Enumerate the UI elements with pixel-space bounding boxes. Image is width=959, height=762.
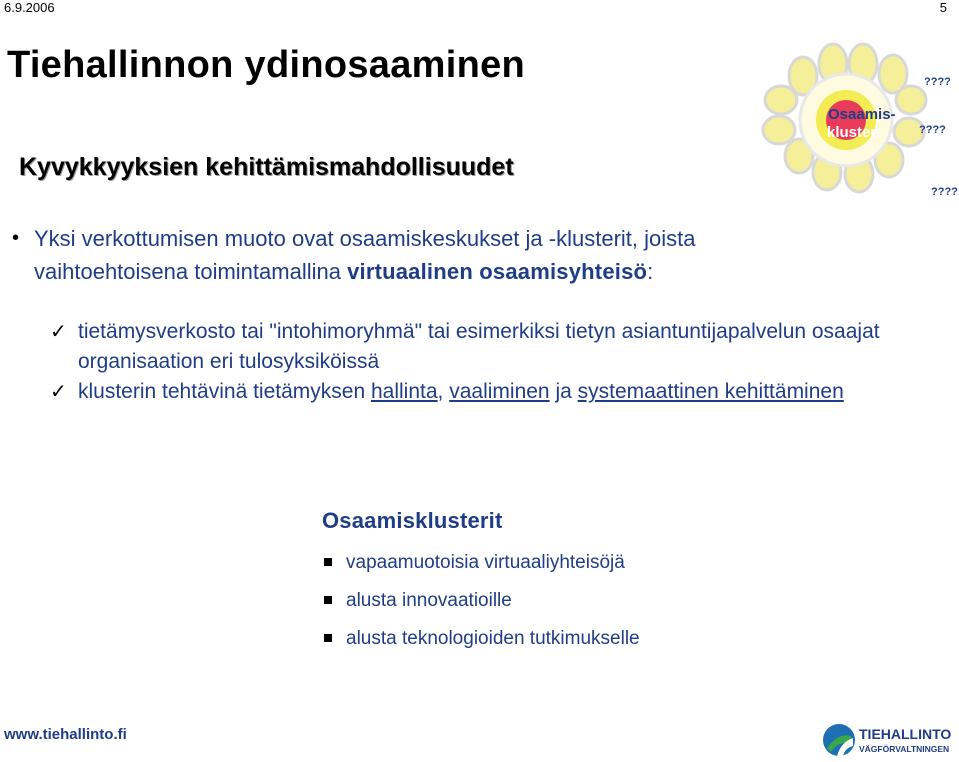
list-item xyxy=(322,582,640,620)
question-label-3: ???? xyxy=(931,186,958,198)
main-bullet-line2 xyxy=(34,255,892,288)
check-item-text-b: , xyxy=(437,380,450,403)
cluster-section xyxy=(322,508,640,658)
check-item xyxy=(50,317,910,377)
checkmark-icon: ✓ xyxy=(50,381,67,403)
list-item-text: alusta innovaatioille xyxy=(346,590,512,611)
date: 6.9.2006 xyxy=(4,0,55,15)
bullet-dot-icon: • xyxy=(12,227,20,249)
footer-url-link[interactable]: www.tiehallinto.fi xyxy=(4,726,127,743)
check-item xyxy=(50,377,910,407)
checkmark-icon: ✓ xyxy=(50,321,67,343)
flower-label-line1: Osaamis- xyxy=(828,106,896,123)
cluster-title: Osaamisklusterit xyxy=(322,508,503,533)
square-bullet-icon xyxy=(324,596,332,604)
main-bullet-colon: : xyxy=(647,259,654,284)
square-bullet-icon xyxy=(324,558,332,566)
logo-name: TIEHALLINTO xyxy=(859,726,952,742)
list-item-text: alusta teknologioiden tutkimukselle xyxy=(346,628,640,649)
square-bullet-icon xyxy=(324,634,332,642)
underlined-hallinta: hallinta xyxy=(370,380,438,403)
page-number: 5 xyxy=(939,0,947,15)
main-bullet-highlight: virtuaalinen osaamisyhteisö xyxy=(347,259,648,284)
subtitle: Kyvykkyyksien kehittämismahdollisuudet xyxy=(19,153,514,181)
check-item-text-a: klusterin tehtävinä tietämyksen xyxy=(78,380,371,403)
main-bullet-line2-plain: vaihtoehtoisena toimintamallina xyxy=(34,259,348,284)
flower-label-line2: klusteri xyxy=(827,124,881,141)
check-list xyxy=(50,317,910,407)
page-title: Tiehallinnon ydinosaaminen xyxy=(7,44,526,86)
list-item xyxy=(322,620,640,658)
main-bullet xyxy=(12,222,892,288)
check-item-text: tietämysverkosto tai "intohimoryhmä" tai esimerkiksi tietyn asiantuntijapalvelun osaajat organisaation eri tulosyksiköissä xyxy=(78,320,880,373)
underlined-kehittaminen: systemaattinen kehittäminen xyxy=(577,380,844,403)
list-item-text: vapaamuotoisia virtuaaliyhteisöjä xyxy=(346,552,625,573)
check-item-text-c: ja xyxy=(549,380,578,403)
question-label-2: ???? xyxy=(919,124,946,136)
logo-subname: VÄGFÖRVALTNINGEN xyxy=(859,744,950,754)
question-label-1: ???? xyxy=(924,76,951,88)
cluster-flower-graphic xyxy=(759,40,959,200)
tiehallinto-logo xyxy=(823,722,953,758)
main-bullet-line1: Yksi verkottumisen muoto ovat osaamiskeskukset ja -klusterit, joista xyxy=(34,226,696,251)
list-item xyxy=(322,544,640,582)
underlined-vaaliminen: vaaliminen xyxy=(449,380,550,403)
